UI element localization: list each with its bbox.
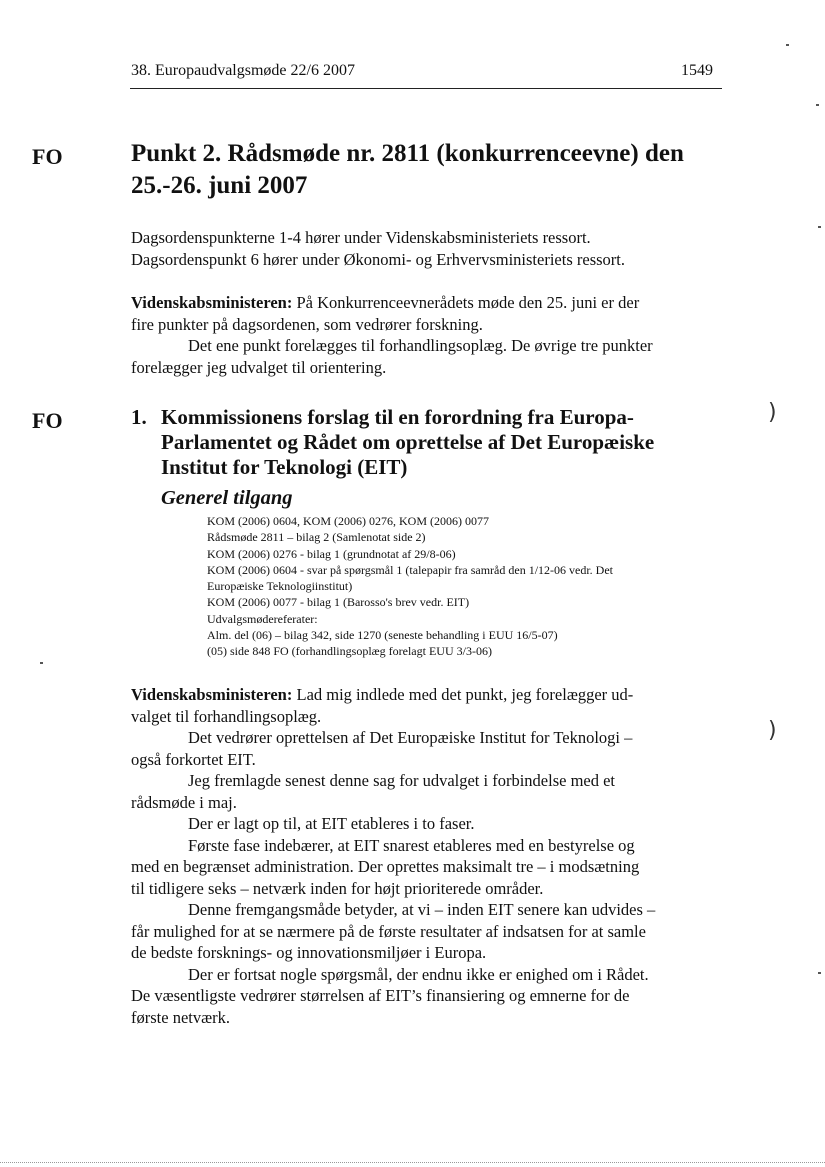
speaker-label: Videnskabsministeren:: [131, 685, 293, 704]
reference-line: Udvalgsmødereferater:: [207, 611, 318, 626]
main-text: Der er fortsat nogle spørgsmål, der endnu ikke er enighed om i Rådet.: [188, 964, 649, 984]
main-text: også forkortet EIT.: [131, 749, 256, 769]
margin-tag-fo: FO: [32, 408, 63, 433]
main-text: til tidligere seks – netværk inden for højt prioriterede områder.: [131, 878, 544, 898]
main-text: rådsmøde i maj.: [131, 792, 237, 812]
intro-text: På Konkurrenceevnerådets møde den 25. juni er der: [292, 293, 640, 312]
reference-line: KOM (2006) 0276 - bilag 1 (grundnotat af 29/8-06): [207, 546, 456, 561]
reference-line: KOM (2006) 0077 - bilag 1 (Barosso's brev vedr. EIT): [207, 595, 470, 610]
scan-speck: [816, 104, 819, 106]
main-text: får mulighed for at se nærmere på de første resultater af indsatsen for at samle: [131, 921, 646, 941]
main-text: første netværk.: [131, 1007, 230, 1027]
margin-tag-fo: FO: [32, 144, 63, 169]
speaker-label: Videnskabsministeren:: [131, 293, 293, 312]
reference-line: Alm. del (06) – bilag 342, side 1270 (seneste behandling i EUU 16/5-07): [207, 628, 558, 643]
intro-text: Det ene punkt forelægges til forhandlingsoplæg. De øvrige tre punkter: [188, 336, 653, 355]
intro-text: fire punkter på dagsordenen, som vedrører forskning.: [131, 314, 483, 334]
reference-line: Europæiske Teknologiinstitut): [207, 579, 353, 594]
scan-speck: [818, 226, 821, 228]
item-title: [161, 405, 654, 480]
main-text: Jeg fremlagde senest denne sag for udvalget i forbindelse med et: [188, 771, 616, 790]
agenda-line: Dagsordenspunkterne 1-4 hører under Videnskabsministeriets ressort.: [131, 228, 591, 247]
intro-paragraph: [131, 292, 653, 378]
reference-list: [207, 513, 613, 660]
item-title-line: Institut for Teknologi (EIT): [161, 455, 408, 479]
margin-bracket-mark: ): [768, 718, 777, 743]
item-title-line: Parlamentet og Rådet om oprettelse af Det Europæiske: [161, 430, 655, 454]
reference-line: KOM (2006) 0604, KOM (2006) 0276, KOM (2006) 0077: [207, 514, 489, 528]
margin-bracket-mark: ): [768, 400, 777, 425]
main-text: de bedste forsknings- og innovationsmiljøer i Europa.: [131, 943, 487, 962]
reference-line: Rådsmøde 2811 – bilag 2 (Samlenotat side 2): [207, 530, 426, 545]
main-text: Lad mig indlede med det punkt, jeg forelægger ud-: [292, 685, 634, 704]
section-title: [131, 138, 731, 202]
reference-line: (05) side 848 FO (forhandlingsoplæg forelagt EUU 3/3-06): [207, 644, 492, 659]
scan-speck: [786, 44, 789, 46]
main-text: Første fase indebærer, at EIT snarest etableres med en bestyrelse og: [188, 835, 635, 855]
page-number: 1549: [681, 62, 713, 79]
scan-edge-line: [0, 1162, 825, 1163]
running-header: 38. Europaudvalgsmøde 22/6 2007: [131, 62, 355, 79]
agenda-line: Dagsordenspunkt 6 hører under Økonomi- og Erhvervsministeriets ressort.: [131, 249, 625, 269]
section-title-line: Punkt 2. Rådsmøde nr. 2811 (konkurrenceevne) den: [131, 140, 684, 167]
item-number: 1.: [131, 405, 147, 429]
scan-speck: [818, 972, 821, 974]
main-text: med en begrænset administration. Der oprettes maksimalt tre – i modsætning: [131, 857, 640, 876]
scan-speck: [40, 662, 43, 664]
intro-text: forelægger jeg udvalget til orientering.: [131, 357, 387, 377]
main-text: valget til forhandlingsoplæg.: [131, 706, 322, 726]
item-title-line: Kommissionens forslag til en forordning fra Europa-: [161, 405, 634, 429]
main-text: Det vedrører oprettelsen af Det Europæiske Institut for Teknologi –: [188, 728, 633, 747]
agenda-paragraph: [131, 227, 625, 270]
header-divider: [130, 88, 722, 89]
main-paragraph: [131, 684, 655, 1028]
main-text: De væsentligste vedrører størrelsen af EIT’s finansiering og emnerne for de: [131, 986, 630, 1005]
main-text: Der er lagt op til, at EIT etableres i to faser.: [188, 814, 475, 833]
section-title-line: 25.-26. juni 2007: [131, 172, 308, 199]
item-subtitle: Generel tilgang: [161, 487, 293, 509]
reference-line: KOM (2006) 0604 - svar på spørgsmål 1 (talepapir fra samråd den 1/12-06 vedr. Det: [207, 562, 614, 577]
main-text: Denne fremgangsmåde betyder, at vi – inden EIT senere kan udvides –: [188, 900, 656, 919]
